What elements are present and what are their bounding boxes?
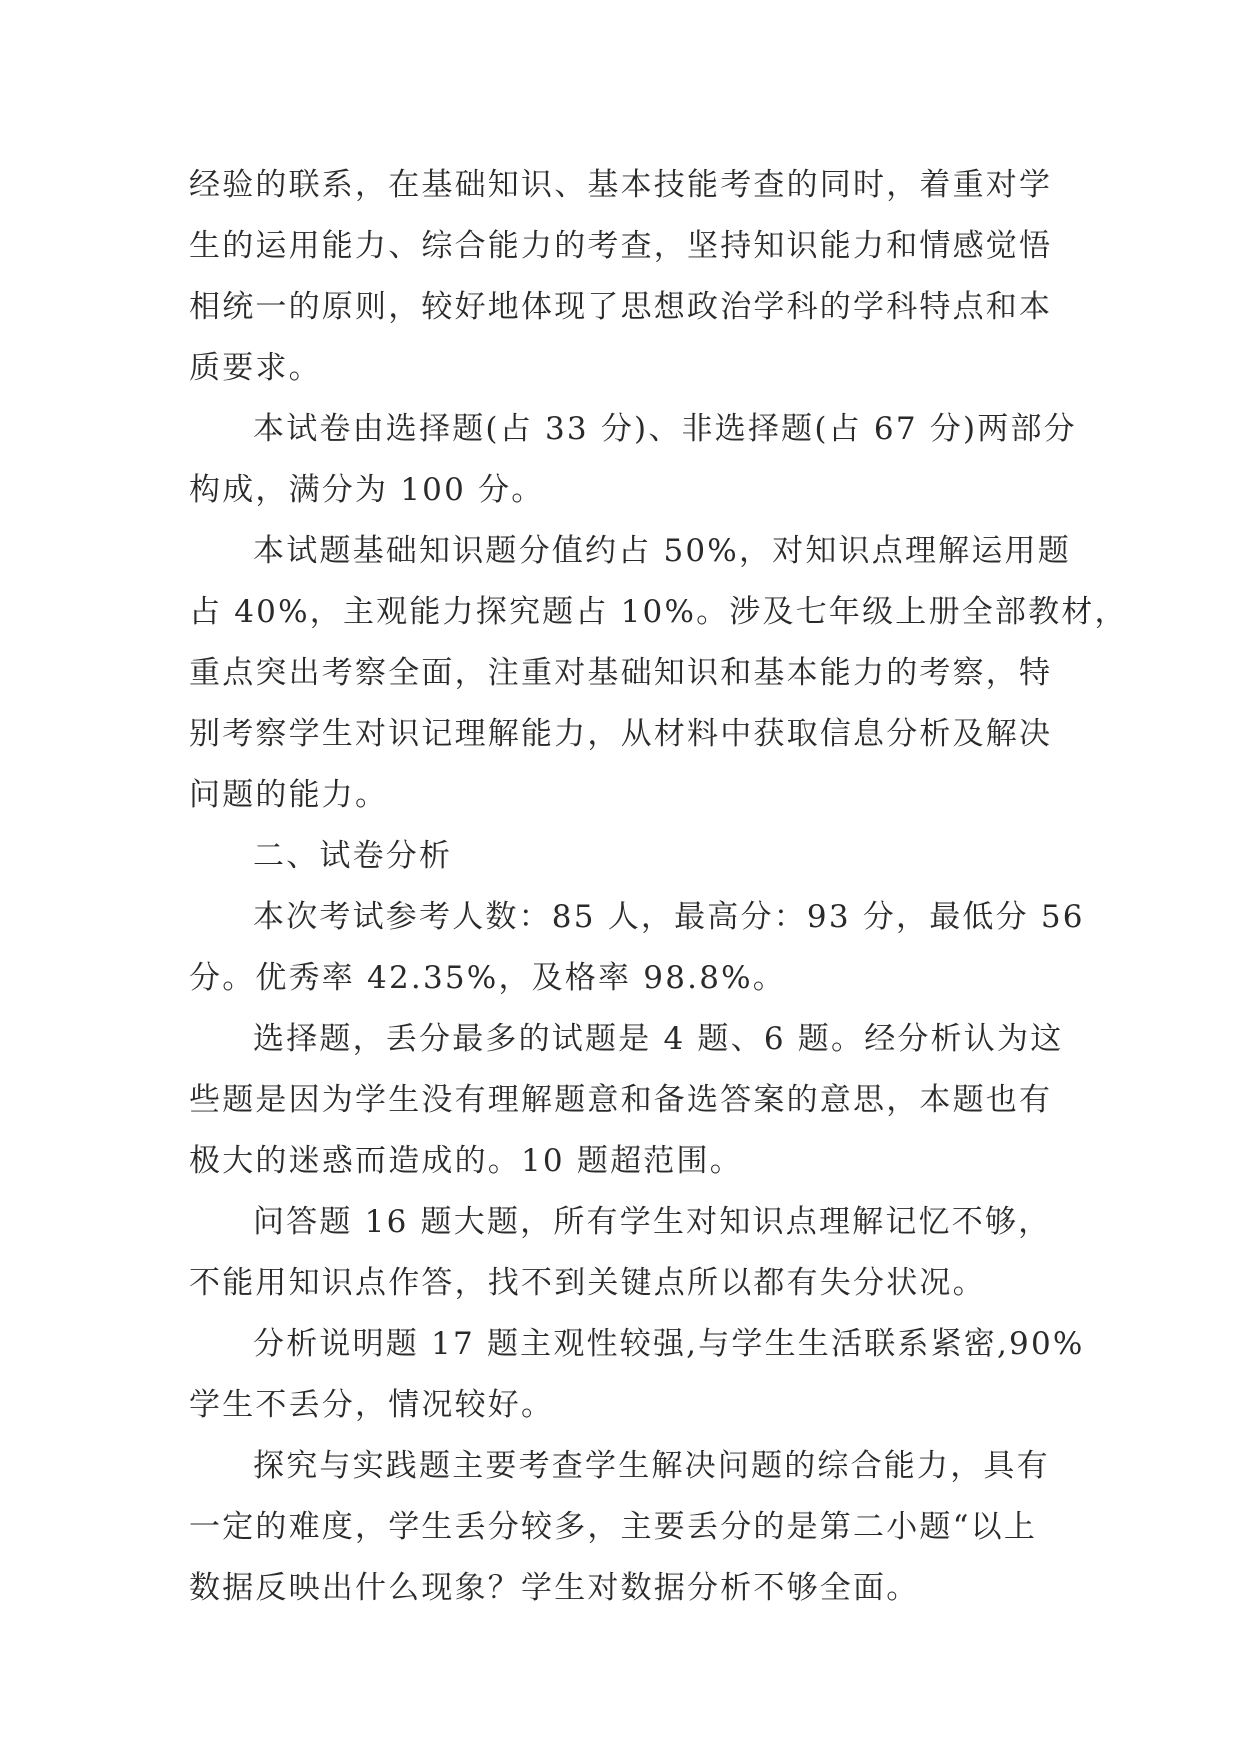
paragraph-line: 不能用知识点作答，找不到关键点所以都有失分状况。 bbox=[189, 1265, 986, 1301]
paragraph-line: 质要求。 bbox=[189, 350, 322, 386]
body-text bbox=[189, 155, 1128, 1619]
paragraph-line: 探究与实践题主要考查学生解决问题的综合能力，具有 bbox=[253, 1448, 1050, 1484]
paragraph-line: 一定的难度，学生丢分较多，主要丢分的是第二小题“以上 bbox=[189, 1509, 1038, 1545]
section-heading: 二、试卷分析 bbox=[253, 838, 453, 874]
paragraph-line: 分析说明题 17 题主观性较强,与学生生活联系紧密,90% bbox=[253, 1326, 1085, 1362]
paragraph-line: 问答题 16 题大题，所有学生对知识点理解记忆不够， bbox=[253, 1204, 1052, 1240]
paragraph-line: 数据反映出什么现象？学生对数据分析不够全面。 bbox=[189, 1570, 920, 1606]
paragraph-line: 重点突出考察全面，注重对基础知识和基本能力的考察，特 bbox=[189, 655, 1053, 691]
paragraph-line: 本试题基础知识题分值约占 50%，对知识点理解运用题 bbox=[253, 533, 1071, 569]
paragraph-line: 分。优秀率 42.35%，及格率 98.8%。 bbox=[189, 960, 786, 996]
paragraph-line: 问题的能力。 bbox=[189, 777, 389, 813]
paragraph-line: 构成，满分为 100 分。 bbox=[189, 472, 545, 508]
paragraph-line: 经验的联系，在基础知识、基本技能考查的同时，着重对学 bbox=[189, 167, 1053, 203]
paragraph-line: 相统一的原则，较好地体现了思想政治学科的学科特点和本 bbox=[189, 289, 1053, 325]
paragraph-line: 生的运用能力、综合能力的考查，坚持知识能力和情感觉悟 bbox=[189, 228, 1053, 264]
paragraph-line: 本试卷由选择题(占 33 分)、非选择题(占 67 分)两部分 bbox=[253, 411, 1077, 447]
paragraph-line: 些题是因为学生没有理解题意和备选答案的意思，本题也有 bbox=[189, 1082, 1053, 1118]
paragraph-line: 本次考试参考人数：85 人，最高分：93 分，最低分 56 bbox=[253, 899, 1085, 935]
paragraph-line: 学生不丢分，情况较好。 bbox=[189, 1387, 555, 1423]
paragraph-line: 选择题，丢分最多的试题是 4 题、6 题。经分析认为这 bbox=[253, 1021, 1064, 1057]
paragraph-line: 极大的迷惑而造成的。10 题超范围。 bbox=[189, 1143, 743, 1179]
paragraph-line: 别考察学生对识记理解能力，从材料中获取信息分析及解决 bbox=[189, 716, 1053, 752]
paragraph-line: 占 40%，主观能力探究题占 10%。涉及七年级上册全部教材， bbox=[189, 594, 1128, 630]
